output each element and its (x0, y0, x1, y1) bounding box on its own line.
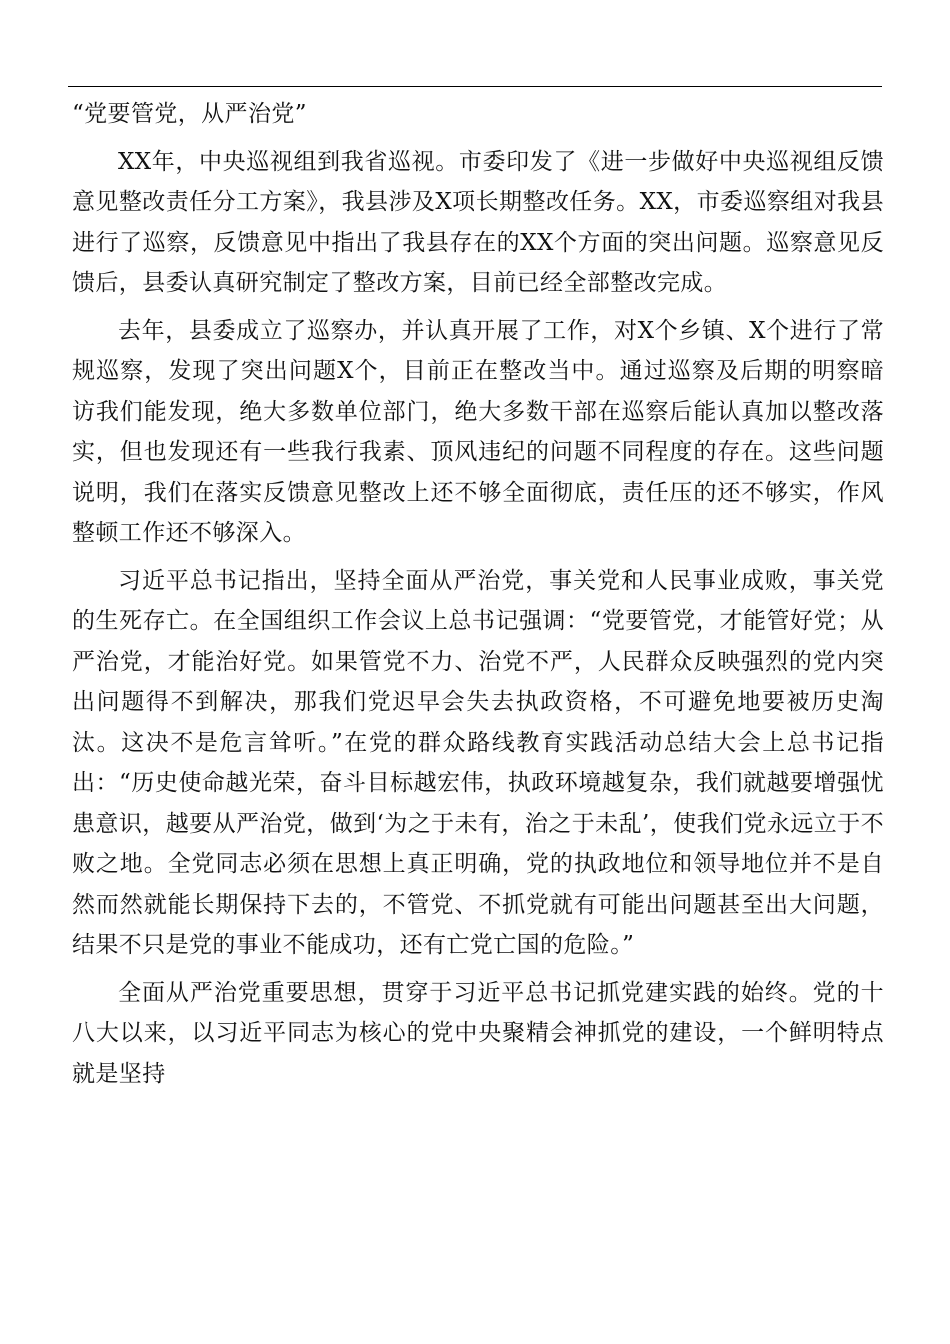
paragraph-2: 去年，县委成立了巡察办，并认真开展了工作，对X个乡镇、X个进行了常规巡察，发现了突出问题X个，目前正在整改当中。通过巡察及后期的明察暗访我们能发现，绝大多数单位部门，绝大多数干部在巡察后能认真加以整改落实，但也发现还有一些我行我素、顶风违纪的问题不同程度的存在。这些问题说明，我们在落实反馈意见整改上还不够全面彻底，责任压的还不够实，作风整顿工作还不够深入。 (72, 317, 884, 546)
paragraph-3: 习近平总书记指出，坚持全面从严治党，事关党和人民事业成败，事关党的生死存亡。在全国组织工作会议上总书记强调：“党要管党，才能管好党；从严治党，才能治好党。如果管党不力、治党不严，人民群众反映强烈的党内突出问题得不到解决，那我们党迟早会失去执政资格，不可避免地要被历史淘汰。这决不是危言耸听。”在党的群众路线教育实践活动总结大会上总书记指出：“历史使命越光荣，奋斗目标越宏伟，执政环境越复杂，我们就越要增强忧患意识，越要从严治党，做到‘为之于未有，治之于未乱’，使我们党永远立于不败之地。全党同志必须在思想上真正明确，党的执政地位和领导地位并不是自然而然就能长期保持下去的，不管党、不抓党就有可能出问题甚至出大问题，结果不只是党的事业不能成功，还有亡党亡国的危险。” (72, 567, 884, 958)
paragraph-4: 全面从严治党重要思想，贯穿于习近平总书记抓党建实践的始终。党的十八大以来，以习近平同志为核心的党中央聚精会神抓党的建设，一个鲜明特点就是坚持 (72, 979, 884, 1087)
header-rule (68, 86, 882, 87)
document-body (72, 94, 884, 1094)
section-heading: “党要管党，从严治党” (72, 101, 307, 127)
paragraph-1: XX年，中央巡视组到我省巡视。市委印发了《进一步做好中央巡视组反馈意见整改责任分工方案》，我县涉及X项长期整改任务。XX，市委巡察组对我县进行了巡察，反馈意见中指出了我县存在的XX个方面的突出问题。巡察意见反馈后，县委认真研究制定了整改方案，目前已经全部整改完成。 (72, 148, 884, 296)
